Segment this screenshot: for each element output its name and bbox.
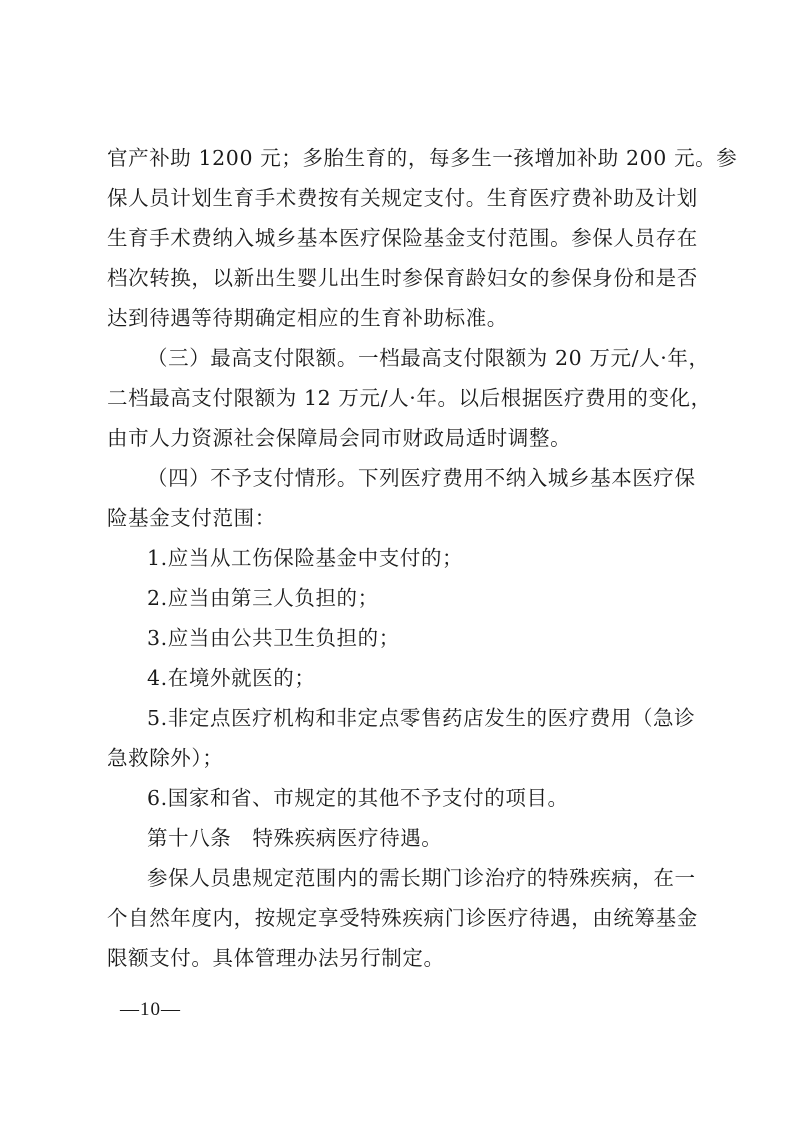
- body-text-line: 档次转换，以新出生婴儿出生时参保育龄妇女的参保身份和是否: [107, 266, 698, 290]
- body-text-line: 生育手术费纳入城乡基本医疗保险基金支付范围。参保人员存在: [107, 226, 698, 250]
- list-item-4: 4.在境外就医的；: [147, 666, 316, 690]
- list-item-5-continued: 急救除外）；: [107, 746, 224, 770]
- article-heading: 第十八条 特殊疾病医疗待遇。: [147, 826, 443, 850]
- body-text-line: 达到待遇等待期确定相应的生育补助标准。: [107, 306, 508, 330]
- list-item-3: 3.应当由公共卫生负担的；: [147, 626, 400, 650]
- body-text-line: 限额支付。具体管理办法另行制定。: [107, 946, 445, 970]
- body-text-line: 保人员计划生育手术费按有关规定支付。生育医疗费补助及计划: [107, 186, 698, 210]
- body-text-line: 险基金支付范围：: [107, 506, 276, 530]
- list-item-6: 6.国家和省、市规定的其他不予支付的项目。: [147, 786, 569, 810]
- list-item-1: 1.应当从工伤保险基金中支付的；: [147, 546, 464, 570]
- body-text-line: 二档最高支付限额为 12 万元/人·年。以后根据医疗费用的变化，: [107, 386, 712, 410]
- section-heading-four: （四）不予支付情形。下列医疗费用不纳入城乡基本医疗保: [147, 466, 696, 490]
- page-number: —10—: [120, 999, 181, 1020]
- section-heading-three: （三）最高支付限额。一档最高支付限额为 20 万元/人·年，: [147, 346, 710, 370]
- body-text-line: 参保人员患规定范围内的需长期门诊治疗的特殊疾病，在一: [147, 866, 696, 890]
- list-item-5: 5.非定点医疗机构和非定点零售药店发生的医疗费用（急诊: [147, 706, 696, 730]
- body-text-line: 由市人力资源社会保障局会同市财政局适时调整。: [107, 426, 572, 450]
- list-item-2: 2.应当由第三人负担的；: [147, 586, 379, 610]
- body-text-line: 官产补助 1200 元；多胎生育的，每多生一孩增加补助 200 元。参: [107, 146, 738, 170]
- body-text-line: 个自然年度内，按规定享受特殊疾病门诊医疗待遇，由统筹基金: [107, 906, 698, 930]
